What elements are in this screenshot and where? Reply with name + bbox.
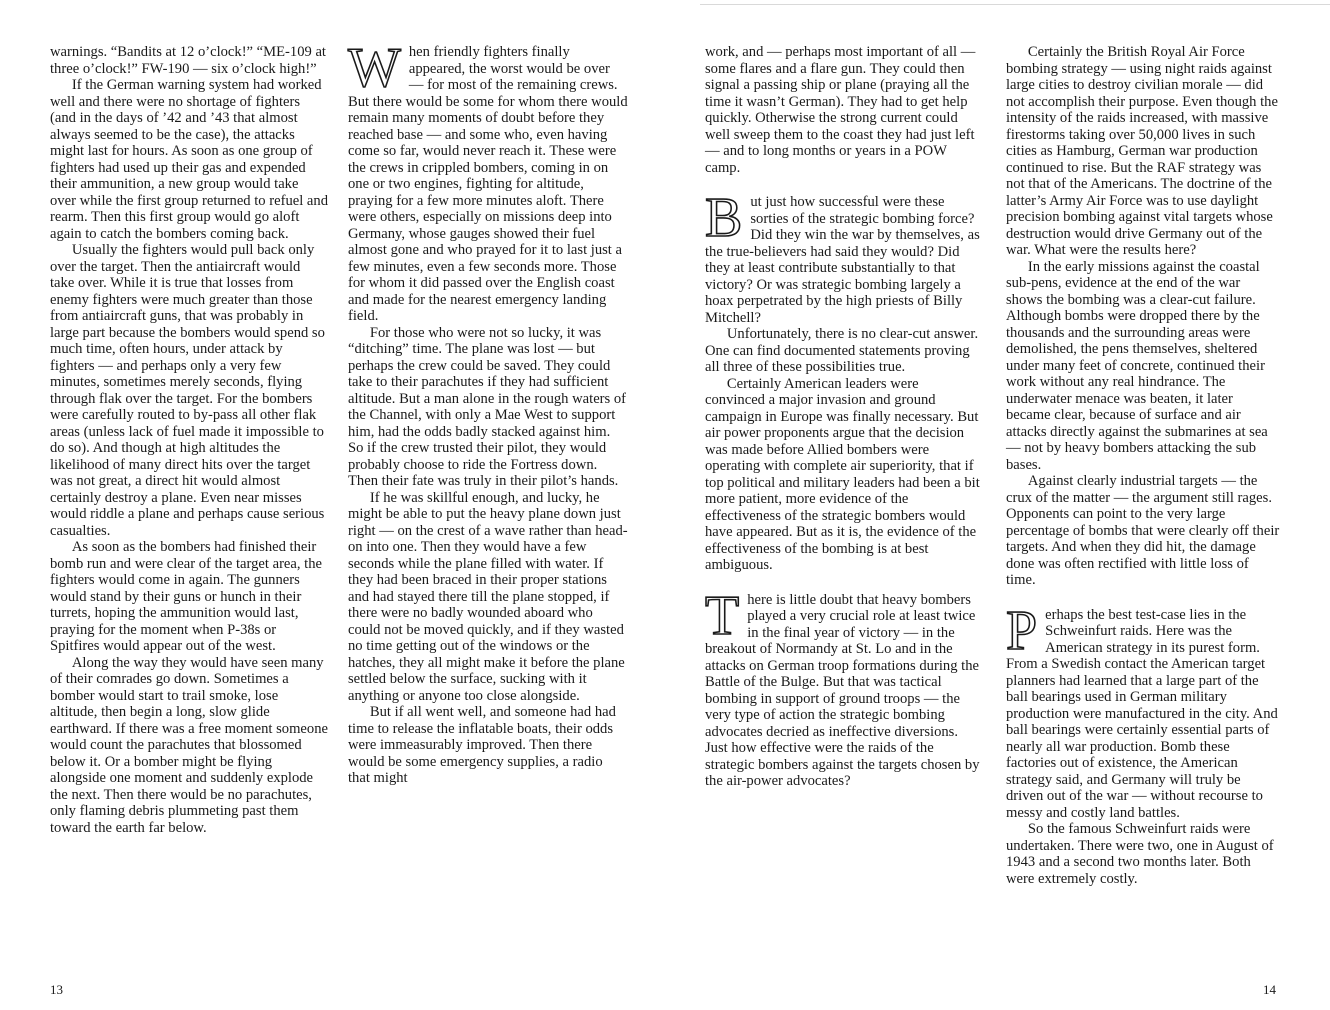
paragraph: Along the way they would have seen many of their comrades go down. Sometimes a bomber would start to trail smoke, lose altitude, then begin a long, slow glide earthward. If there was a free moment someone would count the parachutes that blossomed below it. Or a bomber might be flying alongside one moment and suddenly explode the next. Then there would be no parachutes, only flaming debris plummeting past them toward the earth far below. (50, 654, 328, 836)
left-page-column-1 (50, 44, 328, 836)
paragraph: If he was skillful enough, and lucky, he might be able to put the heavy plane down just right — on the crest of a wave rather than head-on into one. Then they would have a few seconds while the plane filled with water. If they had been braced in their proper stations and had stayed there till the plane stopped, if there were no badly wounded aboard who could not be moved quickly, and if they wasted no time getting out of the windows or the hatches, they all might make it before the plane settled below the surface, sucking with it anything or anyone too close alongside. (348, 489, 628, 704)
paragraph-text: erhaps the best test-case lies in the Schweinfurt raids. Here was the American strategy in its purest form. From a Swedish contact the American target planners had learned that a large part of the ball bearings used in German military production were manufactured in the city. And ball bearings were certainly essential parts of nearly all war production. Bomb these factories out of existence, the American strategy said, and Germany will truly be driven out of the war — without recourse to messy and costly land battles. (1006, 606, 1278, 821)
section-opening-paragraph (348, 37, 628, 325)
paragraph: work, and — perhaps most important of all — some flares and a flare gun. They could then signal a passing ship or plane (praying all the time it wasn’t German). They had to get help quickly. Otherwise the strong current could well sweep them to the coast they had just left — and to long months or years in a POW camp. (705, 44, 976, 176)
paragraph-text: here is little doubt that heavy bombers played a very crucial role at least twice in the final year of victory — in the breakout of Normandy at St. Lo and in the attacks on German troop formations during the Battle of the Bulge. But that was tactical bombing in support of ground troops — the very type of action the strategic bombing advocates decried as ineffective diversions. Just how effective were the raids of the strategic bombers against the targets chosen by the air-power advocates? (705, 591, 980, 789)
page-number-left: 13 (50, 982, 63, 997)
left-page-column-2 (348, 37, 628, 787)
paragraph-text: ut just how successful were these sorties of the strategic bombing force? Did they win the war by themselves, as the true-believers had said they would? Did they at least contribute substantially to that victory? Or was strategic bombing largely a hoax perpetrated by the high priests of Billy Mitchell? (705, 194, 980, 326)
paragraph-text: hen friendly fighters finally appeared, the worst would be over — for most of the remaining crews. But there would be some for whom there would remain many moments of doubt before they reached base — and some who, even having come so far, would never reach it. These were the crews in crippled bombers, coming in on one or two engines, fighting for altitude, praying for a few more minutes aloft. There were others, especially on missions deep into Germany, whose gauges showed their fuel almost gone and who prayed for it to last just a few minutes, even a few seconds more. Those for whom it did passed over the English coast and made for the nearest emergency landing field. (348, 44, 628, 324)
paragraph: Unfortunately, there is no clear-cut answer. One can find documented statements proving all three of these possibilities true. (705, 326, 979, 375)
page-fold-line (700, 4, 1330, 5)
right-page-column-1 (705, 44, 981, 790)
paragraph: In the early missions against the coastal sub-pens, evidence at the end of the war shows the bombing was a clear-cut failure. Although bombs were dropped there by the thousands and the surrounding areas were demolished, the pens themselves, sheltered under many feet of concrete, continued their work without any real hindrance. The underwater menace was beaten, it later became clear, because of surface and air attacks directly against the submarines at sea — not by heavy bombers attacking the sub bases. (1006, 258, 1268, 473)
drop-cap: B (705, 187, 743, 249)
drop-cap: T (705, 584, 740, 647)
paragraph: If the German warning system had worked well and there were no shortage of fighters (and in the days of ’42 and ’43 that almost always seemed to be the case), the attacks might last for hours. As soon as one group of fighters had used up their gas and expended their ammunition, a new group would take over while the first group returned to refuel and rearm. Then this first group would go aloft again to catch the bombers coming back. (50, 77, 328, 242)
drop-cap: P (1006, 599, 1038, 662)
page-number-right: 14 (1263, 982, 1276, 997)
drop-cap: W (348, 37, 401, 99)
paragraph: But if all went well, and someone had had time to release the inflatable boats, their odds were immeasurably improved. Then there would be some emergency supplies, a radio that might (348, 704, 616, 786)
paragraph: Certainly the British Royal Air Force bombing strategy — using night raids against large cities to destroy civilian morale — did not accomplish their purpose. Even though the intensity of the raids increased, with massive firestorms taking over 50,000 lives in such cities as Hamburg, German war production continued to rise. But the RAF strategy was not that of the Americans. The doctrine of the latter’s Army Air Force was to use daylight precision bombing against vital targets whose destruction would drive Germany out of the war. What were the results here? (1006, 44, 1278, 258)
section-opening-paragraph (705, 584, 981, 790)
paragraph: Certainly American leaders were convinced a major invasion and ground campaign in Europe was finally necessary. But air power proponents argue that the decision was made before Allied bombers were operating with complete air superiority, that if top political and military leaders had been a bit more patient, more evidence of the effectiveness of the strategic bombers would have appeared. But as it is, the evidence of the effectiveness of the bombing is at best ambiguous. (705, 375, 980, 573)
paragraph: So the famous Schweinfurt raids were undertaken. There were two, one in August of 1943 and a second two months later. Both were extremely costly. (1006, 821, 1274, 887)
right-page-column-2 (1006, 44, 1280, 887)
paragraph: As soon as the bombers had finished their bomb run and were clear of the target area, the fighters would come in again. The gunners would stand by their guns or hunch in their turrets, hoping the ammunition would last, praying for the moment when P-38s or Spitfires would appear out of the west. (50, 539, 323, 654)
paragraph: Against clearly industrial targets — the crux of the matter — the argument still rages. Opponents can point to the very large percentage of bombs that were clearly off their targets. And when they did hit, the damage done was often rectified with little loss of time. (1006, 473, 1280, 588)
section-opening-paragraph (1006, 599, 1280, 822)
paragraph: Usually the fighters would pull back only over the target. Then the antiaircraft would take over. While it is true that losses from enemy fighters were much greater than those from antiaircraft guns, that was probably in large part because the bombers would spend so much time, often hours, under attack by fighters — and perhaps only a very few minutes, sometimes merely seconds, flying through flak over the target. For the bombers were carefully routed to by-pass all other flak areas (unless lack of fuel made it impossible to do so). And though at high altitudes the likelihood of many direct hits over the target was not great, a direct hit would almost certainly destroy a plane. Even near misses would riddle a plane and perhaps cause serious casualties. (50, 242, 325, 539)
paragraph: For those who were not so lucky, it was “ditching” time. The plane was lost — but perhaps the crew could be saved. They could take to their parachutes if they had sufficient altitude. But a man alone in the rough waters of the Channel, with only a Mae West to support him, had the odds badly stacked against him. So if the crew trusted their pilot, they would probably choose to ride the Fortress down. Then their fate was truly in their pilot’s hands. (348, 324, 627, 489)
section-opening-paragraph (705, 187, 981, 326)
paragraph: warnings. “Bandits at 12 o’clock!” “ME-109 at three o’clock!” FW-190 — six o’clock high!” (50, 44, 326, 77)
